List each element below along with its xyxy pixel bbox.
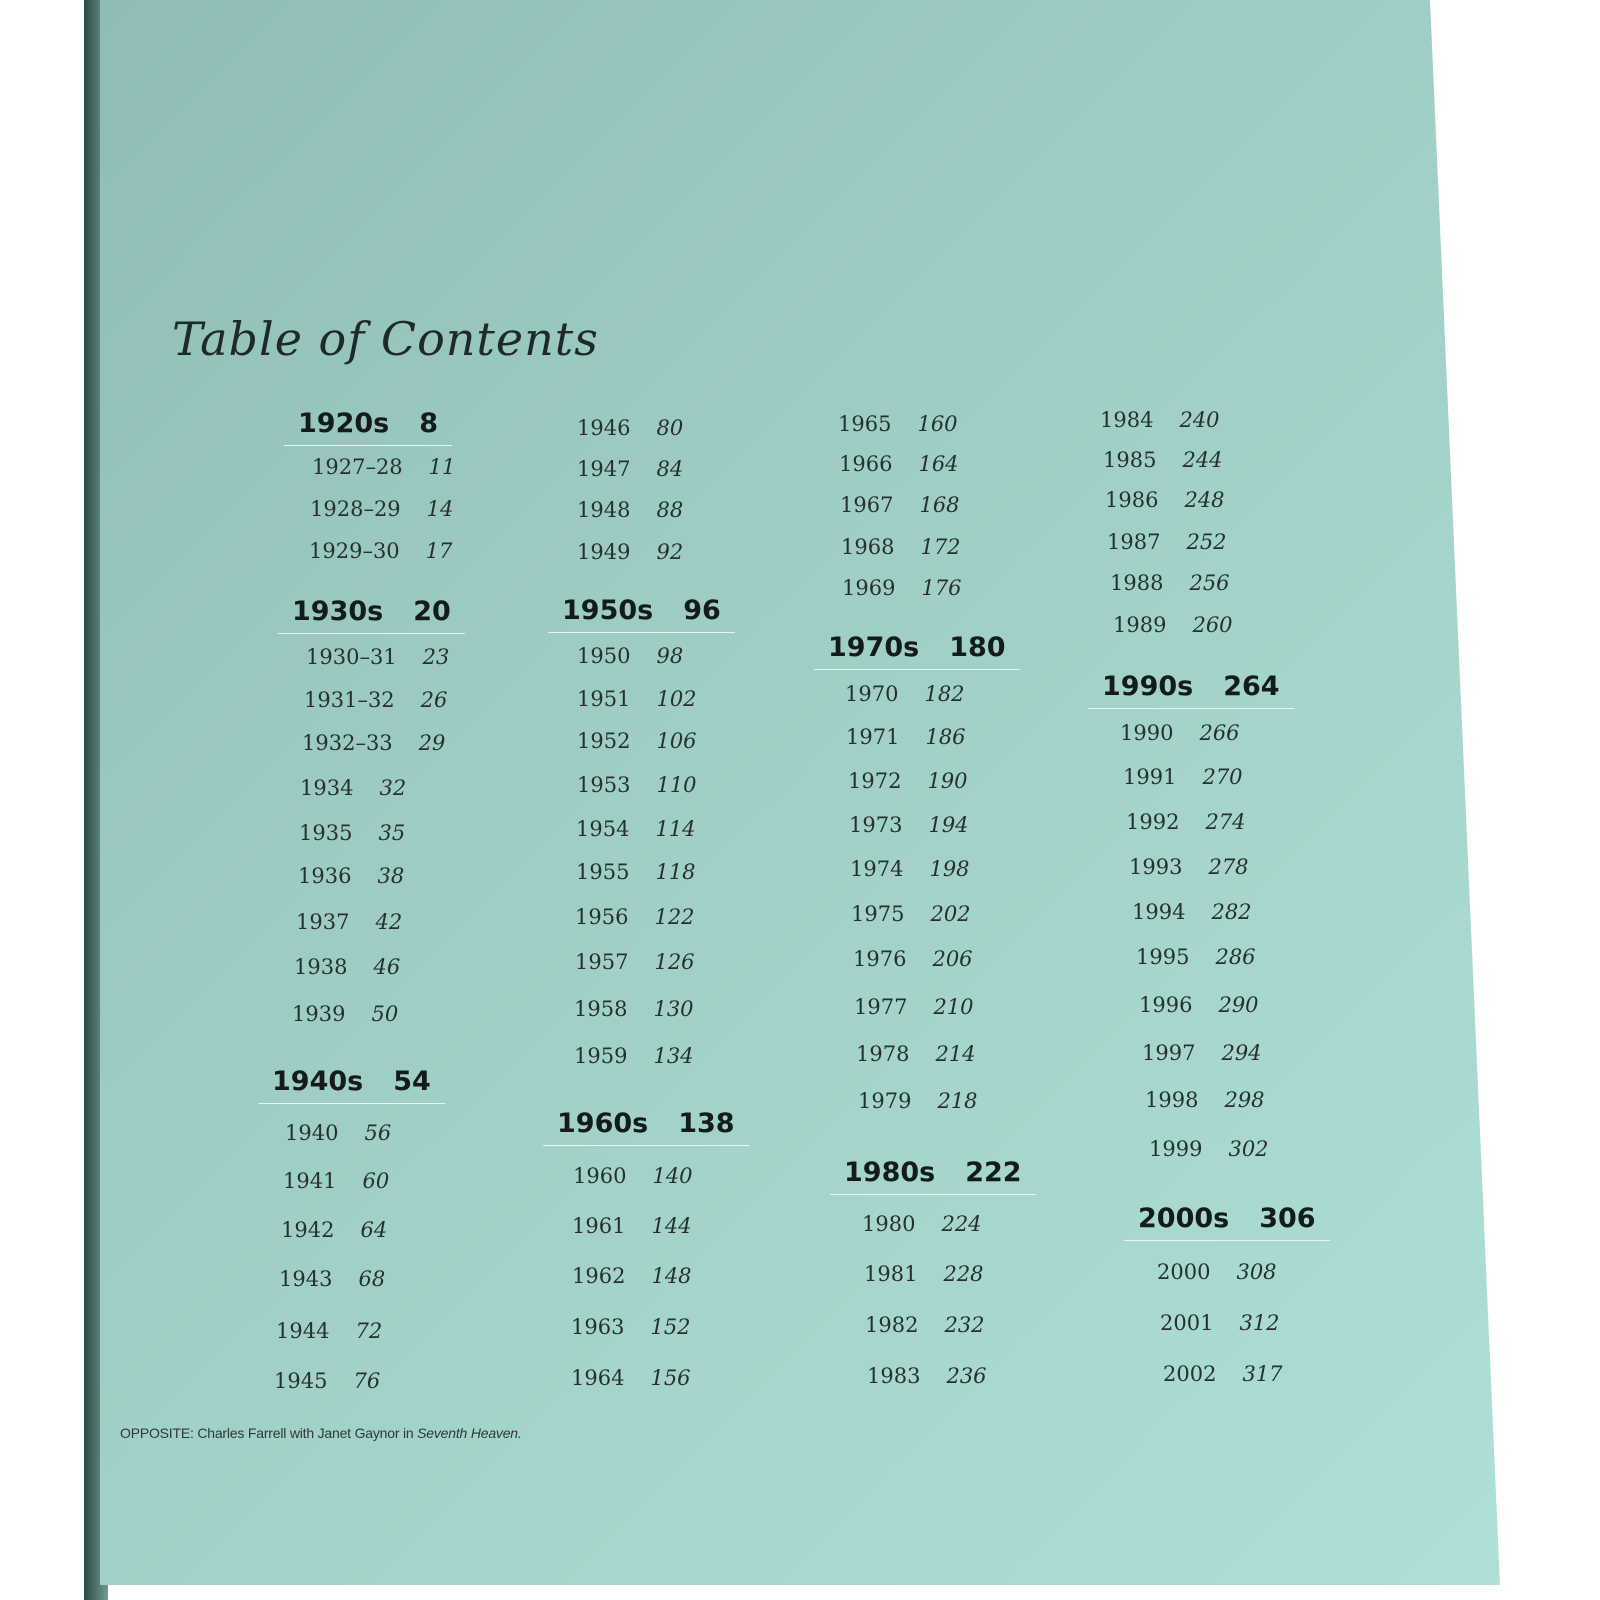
entry-page-number: 68 [358,1267,386,1291]
entry-page-number: 228 [943,1262,984,1286]
decade-label: 2000s [1138,1203,1230,1234]
toc-entry [845,682,965,706]
toc-entry [839,452,959,476]
entry-page-number: 140 [652,1164,693,1188]
entry-page-number: 317 [1242,1362,1283,1386]
caption-film-title: Seventh Heaven. [417,1425,522,1441]
entry-page-number: 84 [656,457,684,481]
toc-entry [1149,1137,1269,1161]
decade-page-number: 138 [678,1108,735,1139]
decade-heading-1940s [258,1066,445,1104]
entry-page-number: 46 [373,955,401,979]
toc-entry [1107,530,1227,554]
toc-entry [281,1218,387,1242]
entry-year: 2001 [1160,1311,1214,1335]
entry-year: 1934 [300,776,354,800]
toc-entry [575,905,695,929]
entry-year: 1998 [1145,1088,1199,1112]
entry-page-number: 266 [1199,721,1240,745]
decade-heading-1930s [278,596,465,634]
toc-entry [840,493,960,517]
entry-page-number: 302 [1228,1137,1269,1161]
toc-entry [299,821,405,845]
entry-year: 1938 [294,955,348,979]
entry-page-number: 152 [650,1315,691,1339]
entry-year: 1942 [281,1218,335,1242]
entry-page-number: 106 [656,729,697,753]
decade-heading-1950s [548,595,735,633]
toc-entry [1100,408,1220,432]
toc-entry [1126,810,1246,834]
entry-year: 1972 [848,769,902,793]
entry-year: 1969 [842,576,896,600]
entry-year: 1959 [574,1044,628,1068]
entry-year: 1947 [577,457,631,481]
toc-entry [1123,765,1243,789]
toc-entry [842,576,962,600]
entry-year: 1931–32 [304,688,395,712]
entry-year: 1956 [575,905,629,929]
entry-year: 1927–28 [312,455,403,479]
toc-entry [571,1366,691,1390]
entry-page-number: 118 [655,860,696,884]
decade-page-number: 264 [1223,671,1280,702]
entry-year: 1966 [839,452,893,476]
toc-entry [304,688,447,712]
entry-year: 1992 [1126,810,1180,834]
entry-year: 1932–33 [302,731,393,755]
entry-year: 1929–30 [309,539,400,563]
page-title: Table of Contents [172,312,599,366]
toc-entry [851,902,971,926]
toc-entry [1139,993,1259,1017]
entry-page-number: 290 [1218,993,1259,1017]
entry-year: 1935 [299,821,353,845]
toc-entry [862,1212,982,1236]
entry-year: 1997 [1142,1041,1196,1065]
entry-page-number: 126 [654,950,695,974]
entry-year: 2000 [1157,1260,1211,1284]
entry-page-number: 50 [371,1002,399,1026]
entry-page-number: 88 [656,498,684,522]
toc-entry [1157,1260,1277,1284]
toc-entry [1160,1311,1280,1335]
toc-entry [1145,1088,1265,1112]
toc-entry [841,535,961,559]
toc-entry [573,1164,693,1188]
entry-page-number: 278 [1208,855,1249,879]
toc-entry [298,864,404,888]
entry-page-number: 182 [924,682,965,706]
toc-entry [577,498,683,522]
entry-year: 1967 [840,493,894,517]
entry-year: 1964 [571,1366,625,1390]
entry-page-number: 32 [379,776,407,800]
entry-page-number: 168 [919,493,960,517]
entry-year: 1954 [576,817,630,841]
decade-heading-2000s [1124,1203,1330,1241]
decade-label: 1960s [557,1108,649,1139]
entry-year: 1937 [296,910,350,934]
entry-page-number: 64 [360,1218,388,1242]
toc-entry [1120,721,1240,745]
toc-entry [867,1364,987,1388]
entry-page-number: 232 [944,1313,985,1337]
entry-page-number: 148 [651,1264,692,1288]
entry-page-number: 286 [1215,945,1256,969]
entry-year: 1989 [1113,613,1167,637]
entry-page-number: 26 [420,688,448,712]
toc-entry [309,539,452,563]
entry-page-number: 60 [362,1169,390,1193]
entry-year: 1976 [853,947,907,971]
decade-page-number: 180 [949,632,1006,663]
toc-entry [283,1169,389,1193]
toc-entry [1113,613,1233,637]
toc-entry [577,540,683,564]
entry-year: 1973 [849,813,903,837]
decade-label: 1950s [562,595,654,626]
decade-page-number: 306 [1259,1203,1316,1234]
entry-year: 1996 [1139,993,1193,1017]
entry-page-number: 11 [428,455,456,479]
entry-year: 2002 [1163,1362,1217,1386]
entry-year: 1939 [292,1002,346,1026]
entry-page-number: 176 [921,576,962,600]
entry-page-number: 130 [653,997,694,1021]
entry-year: 1965 [838,412,892,436]
toc-entry [1110,571,1230,595]
entry-year: 1951 [577,687,631,711]
toc-entry [850,857,970,881]
entry-year: 1948 [577,498,631,522]
entry-year: 1941 [283,1169,337,1193]
toc-entry [285,1121,391,1145]
entry-year: 1963 [571,1315,625,1339]
entry-page-number: 144 [651,1214,692,1238]
toc-entry [854,995,974,1019]
entry-year: 1962 [572,1264,626,1288]
entry-year: 1950 [577,644,631,668]
entry-year: 1952 [577,729,631,753]
entry-year: 1943 [279,1267,333,1291]
toc-entry [577,773,697,797]
toc-entry [1132,900,1252,924]
entry-page-number: 202 [930,902,971,926]
entry-page-number: 102 [656,687,697,711]
toc-entry [1105,488,1225,512]
entry-year: 1945 [274,1369,328,1393]
entry-year: 1928–29 [310,497,401,521]
toc-entry [296,910,402,934]
toc-entry [576,860,696,884]
entry-page-number: 282 [1211,900,1252,924]
entry-page-number: 134 [653,1044,694,1068]
toc-entry [274,1369,380,1393]
entry-year: 1960 [573,1164,627,1188]
toc-entry [276,1319,382,1343]
toc-entry [312,455,455,479]
entry-page-number: 256 [1189,571,1230,595]
entry-page-number: 172 [920,535,961,559]
entry-year: 1974 [850,857,904,881]
entry-page-number: 270 [1202,765,1243,789]
decade-page-number: 54 [393,1066,431,1097]
entry-year: 1991 [1123,765,1177,789]
toc-entry [572,1264,692,1288]
decade-heading-1960s [543,1108,749,1146]
entry-page-number: 186 [925,725,966,749]
entry-page-number: 35 [378,821,406,845]
entry-page-number: 312 [1239,1311,1280,1335]
toc-entry [858,1089,978,1113]
entry-year: 1988 [1110,571,1164,595]
entry-year: 1993 [1129,855,1183,879]
entry-year: 1944 [276,1319,330,1343]
entry-year: 1930–31 [306,645,397,669]
toc-entry [865,1313,985,1337]
entry-page-number: 23 [422,645,450,669]
entry-year: 1946 [577,416,631,440]
entry-year: 1971 [846,725,900,749]
entry-year: 1984 [1100,408,1154,432]
entry-page-number: 80 [656,416,684,440]
toc-entry [577,729,697,753]
toc-entry [849,813,969,837]
entry-page-number: 122 [654,905,695,929]
entry-page-number: 224 [941,1212,982,1236]
toc-entry [577,687,697,711]
toc-entry [279,1267,385,1291]
entry-page-number: 42 [375,910,403,934]
toc-entry [577,457,683,481]
toc-entry [571,1315,691,1339]
decade-label: 1990s [1102,671,1194,702]
entry-year: 1978 [856,1042,910,1066]
entry-page-number: 76 [353,1369,381,1393]
toc-entry [576,817,696,841]
entry-page-number: 92 [656,540,684,564]
decade-label: 1970s [828,632,920,663]
entry-page-number: 244 [1182,448,1223,472]
entry-page-number: 210 [933,995,974,1019]
entry-year: 1987 [1107,530,1161,554]
entry-year: 1936 [298,864,352,888]
entry-page-number: 17 [425,539,453,563]
toc-entry [292,1002,398,1026]
entry-year: 1999 [1149,1137,1203,1161]
toc-entry [838,412,958,436]
entry-year: 1953 [577,773,631,797]
toc-entry [572,1214,692,1238]
toc-entry [577,416,683,440]
entry-year: 1961 [572,1214,626,1238]
toc-entry [846,725,966,749]
decade-label: 1920s [298,408,390,439]
entry-page-number: 274 [1205,810,1246,834]
entry-page-number: 156 [650,1366,691,1390]
entry-page-number: 72 [355,1319,383,1343]
entry-year: 1970 [845,682,899,706]
entry-page-number: 29 [418,731,446,755]
toc-entry [300,776,406,800]
entry-page-number: 164 [918,452,959,476]
entry-year: 1968 [841,535,895,559]
toc-entry [856,1042,976,1066]
entry-year: 1981 [864,1262,918,1286]
entry-year: 1990 [1120,721,1174,745]
toc-entry [574,1044,694,1068]
entry-page-number: 236 [946,1364,987,1388]
entry-page-number: 38 [377,864,405,888]
decade-page-number: 20 [413,596,451,627]
decade-heading-1990s [1088,671,1294,709]
entry-year: 1994 [1132,900,1186,924]
decade-label: 1930s [292,596,384,627]
entry-year: 1977 [854,995,908,1019]
entry-page-number: 294 [1221,1041,1262,1065]
decade-page-number: 8 [419,408,439,439]
toc-entry [310,497,453,521]
entry-page-number: 206 [932,947,973,971]
entry-page-number: 110 [656,773,697,797]
toc-entry [853,947,973,971]
entry-year: 1986 [1105,488,1159,512]
entry-year: 1957 [575,950,629,974]
entry-page-number: 190 [927,769,968,793]
entry-page-number: 298 [1224,1088,1265,1112]
decade-label: 1940s [272,1066,364,1097]
entry-year: 1940 [285,1121,339,1145]
toc-entry [848,769,968,793]
decade-heading-1920s [284,408,452,446]
entry-year: 1955 [576,860,630,884]
entry-page-number: 218 [937,1089,978,1113]
toc-entry [302,731,445,755]
toc-entry [1103,448,1223,472]
entry-page-number: 56 [364,1121,392,1145]
entry-page-number: 198 [929,857,970,881]
decade-label: 1980s [844,1157,936,1188]
entry-page-number: 252 [1186,530,1227,554]
toc-entry [577,644,683,668]
toc-entry [574,997,694,1021]
entry-page-number: 160 [917,412,958,436]
entry-year: 1949 [577,540,631,564]
entry-page-number: 260 [1192,613,1233,637]
entry-page-number: 240 [1179,408,1220,432]
toc-entry [1129,855,1249,879]
toc-entry [1142,1041,1262,1065]
entry-year: 1985 [1103,448,1157,472]
toc-entry [1136,945,1256,969]
entry-page-number: 214 [935,1042,976,1066]
toc-entry [864,1262,984,1286]
entry-page-number: 248 [1184,488,1225,512]
decade-heading-1980s [830,1157,1036,1195]
entry-page-number: 194 [928,813,969,837]
entry-year: 1980 [862,1212,916,1236]
entry-year: 1983 [867,1364,921,1388]
entry-year: 1975 [851,902,905,926]
entry-year: 1995 [1136,945,1190,969]
entry-year: 1982 [865,1313,919,1337]
entry-page-number: 14 [426,497,454,521]
entry-page-number: 98 [656,644,684,668]
entry-page-number: 308 [1236,1260,1277,1284]
entry-year: 1979 [858,1089,912,1113]
toc-entry [575,950,695,974]
toc-entry [294,955,400,979]
toc-entry [1163,1362,1283,1386]
decade-page-number: 222 [965,1157,1022,1188]
decade-heading-1970s [814,632,1020,670]
caption-text: OPPOSITE: Charles Farrell with Janet Gaynor in [120,1425,418,1441]
photo-caption [120,1425,522,1441]
entry-page-number: 114 [655,817,696,841]
decade-page-number: 96 [683,595,721,626]
toc-entry [306,645,449,669]
entry-year: 1958 [574,997,628,1021]
